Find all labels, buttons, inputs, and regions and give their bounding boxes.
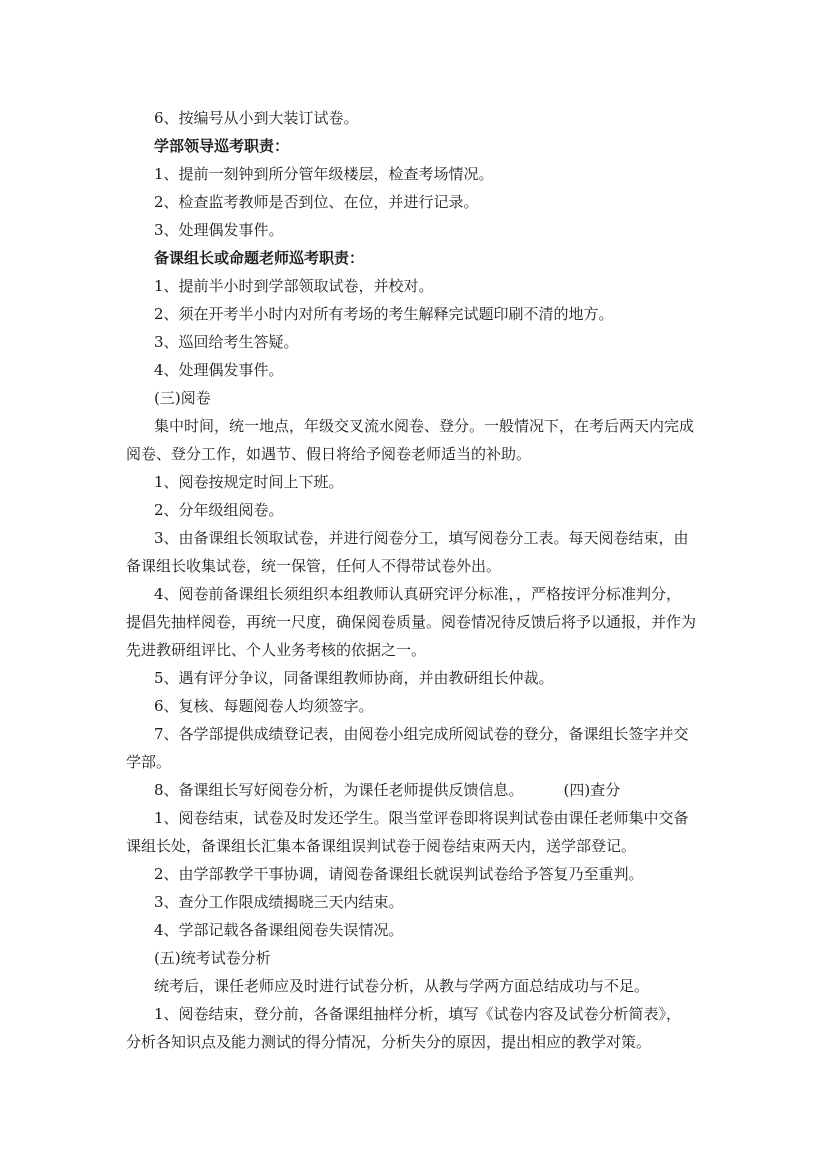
text-line: 2、分年级组阅卷。 xyxy=(154,501,284,519)
text-line: 4、处理偶发事件。 xyxy=(154,361,284,379)
text-line: 分析各知识点及能力测试的得分情况，分析失分的原因，提出相应的教学对策。 xyxy=(126,1033,652,1051)
text-line: 先进教研组评比、个人业务考核的依据之一。 xyxy=(126,641,427,659)
text-line: 1、提前半小时到学部领取试卷，并校对。 xyxy=(154,277,434,295)
text-line: 2、须在开考半小时内对所有考场的考生解释完试题印刷不清的地方。 xyxy=(154,305,614,323)
text-line: 集中时间，统一地点，年级交叉流水阅卷、登分。一般情况下，在考后两天内完成 xyxy=(154,417,695,435)
text-line: 阅卷、登分工作，如遇节、假日将给予阅卷老师适当的补助。 xyxy=(126,445,532,463)
text-line: 1、阅卷结束，试卷及时发还学生。限当堂评卷即将误判试卷由课任老师集中交备 xyxy=(154,809,689,827)
text-line: 4、学部记载各备课组阅卷失误情况。 xyxy=(154,921,404,939)
text-line: 6、按编号从小到大装订试卷。 xyxy=(154,109,359,127)
text-line: 2、由学部教学干事协调，请阅卷备课组长就误判试卷给予答复乃至重判。 xyxy=(154,865,644,883)
text-line-part: 8、备课组长写好阅卷分析，为课任老师提供反馈信息。 xyxy=(154,781,524,799)
text-line: 提倡先抽样阅卷，再统一尺度，确保阅卷质量。阅卷情况待反馈后将予以通报，并作为 xyxy=(126,613,697,631)
subsection-heading: (三)阅卷 xyxy=(154,389,211,407)
text-line: 4、阅卷前备课组长须组织本组教师认真研究评分标准，，严格按评分标准判分， xyxy=(154,585,682,603)
subsection-heading: (五)统考试卷分析 xyxy=(154,949,271,967)
text-line: 统考后，课任老师应及时进行试卷分析，从教与学两方面总结成功与不足。 xyxy=(154,977,650,995)
text-line: 备课组长收集试卷，统一保管，任何人不得带试卷外出。 xyxy=(126,557,502,575)
text-line: 3、由备课组长领取试卷，并进行阅卷分工，填写阅卷分工表。每天阅卷结束，由 xyxy=(154,529,689,547)
section-heading: 学部领导巡考职责： xyxy=(154,137,290,155)
document-page xyxy=(126,104,704,1056)
section-heading: 备课组长或命题老师巡考职责： xyxy=(154,249,365,267)
subsection-heading: (四)查分 xyxy=(563,781,621,799)
text-line: 课组长处，备课组长汇集本备课组误判试卷于阅卷结束两天内，送学部登记。 xyxy=(126,837,637,855)
text-line: 6、复核、每题阅卷人均须签字。 xyxy=(154,697,374,715)
text-line: 1、阅卷按规定时间上下班。 xyxy=(154,473,344,491)
text-line: 7、各学部提供成绩登记表，由阅卷小组完成所阅试卷的登分，备课组长签字并交 xyxy=(154,725,689,743)
text-line xyxy=(126,776,704,804)
text-line: 3、处理偶发事件。 xyxy=(154,221,284,239)
text-line: 3、查分工作限成绩揭晓三天内结束。 xyxy=(154,893,404,911)
text-line: 3、巡回给考生答疑。 xyxy=(154,333,299,351)
text-line: 学部。 xyxy=(126,753,172,771)
text-line: 5、遇有评分争议，同备课组教师协商，并由教研组长仲裁。 xyxy=(154,669,554,687)
text-line: 1、提前一刻钟到所分管年级楼层，检查考场情况。 xyxy=(154,165,494,183)
text-line: 1、阅卷结束，登分前，各备课组抽样分析，填写《试卷内容及试卷分析简表》， xyxy=(154,1005,682,1023)
text-line: 2、检查监考教师是否到位、在位，并进行记录。 xyxy=(154,193,479,211)
